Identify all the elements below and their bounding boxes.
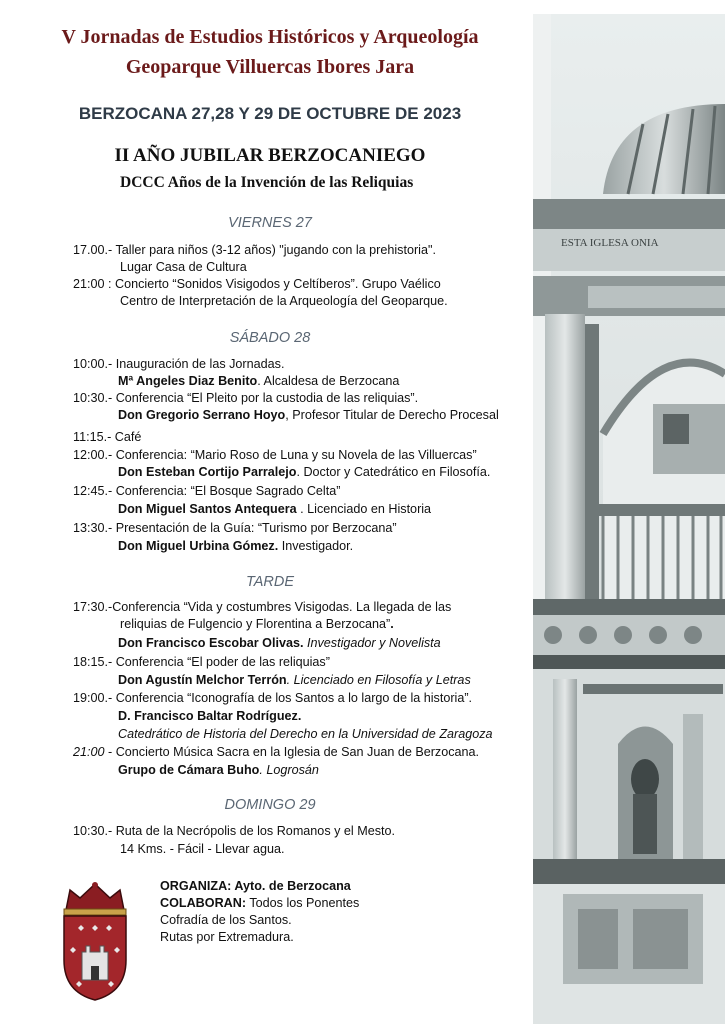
speaker-name: Don Miguel Santos Antequera <box>118 502 297 516</box>
sat-event-2: 10:30.- Conferencia “El Pleito por la custodia de las reliquias”. <box>73 391 419 405</box>
colaboran-line-3: Rutas por Extremadura. <box>160 930 294 944</box>
speaker-role: , Profesor Titular de Derecho Procesal <box>285 408 499 422</box>
speaker-name: Don Miguel Urbina Gómez. <box>118 539 279 553</box>
colaboran-value: Todos los Ponentes <box>246 896 360 910</box>
tarde-event-3-speaker: D. Francisco Baltar Rodríguez. <box>118 709 302 723</box>
sat-event-1-speaker <box>118 373 399 390</box>
photo-inscription: ESTA IGLESA ONIA <box>561 237 659 249</box>
sat-event-1: 10:00.- Inauguración de las Jornadas. <box>73 357 285 371</box>
organiza-line <box>160 878 359 895</box>
church-photo <box>533 14 725 1024</box>
speaker-role: Investigador y Novelista <box>303 636 441 650</box>
tarde-event-2-speaker <box>118 672 471 689</box>
sat-event-3: 11:15.- Café <box>73 430 142 444</box>
event-text-dot: . <box>390 617 394 631</box>
day-saturday: SÁBADO 28 <box>229 330 311 346</box>
organiza-value: Ayto. de Berzocana <box>231 879 351 893</box>
colaboran-line <box>160 895 359 912</box>
speaker-role: . Licenciado en Historia <box>296 502 432 516</box>
speaker-role: . Licenciado en Filosofía y Letras <box>286 673 471 687</box>
speaker-name: Don Gregorio Serrano Hoyo <box>118 408 286 422</box>
sat-event-6-speaker <box>118 538 353 555</box>
sat-event-5: 12:45.- Conferencia: “El Bosque Sagrado Celta” <box>73 484 341 498</box>
tarde-event-1-cont <box>120 616 394 633</box>
sunday-line-1: 10:30.- Ruta de la Necrópolis de los Romanos y el Mesto. <box>73 824 396 838</box>
tarde-event-4 <box>73 744 479 761</box>
coat-of-arms-icon <box>56 880 134 1002</box>
speaker-name: Don Francisco Escobar Olivas. <box>118 636 304 650</box>
speaker-name: Grupo de Cámara Buho <box>118 763 260 777</box>
speaker-name: Mª Angeles Diaz Benito <box>118 374 258 388</box>
friday-line-4: Centro de Interpretación de la Arqueología del Geoparque. <box>120 294 448 308</box>
tarde-event-3-role: Catedrático de Historia del Derecho en la Universidad de Zaragoza <box>118 727 493 741</box>
tarde-event-3: 19:00.- Conferencia “Iconografía de los Santos a lo largo de la historia”. <box>73 691 473 705</box>
credits <box>160 878 359 946</box>
speaker-role: Investigador. <box>278 539 354 553</box>
event-time: 21:00 <box>73 745 105 759</box>
sat-event-6: 13:30.- Presentación de la Guía: “Turismo por Berzocana” <box>73 521 397 535</box>
subtitle: Geoparque Villuercas Ibores Jara <box>125 56 415 78</box>
sat-event-4-speaker <box>118 464 490 481</box>
main-title: V Jornadas de Estudios Históricos y Arqueología <box>61 26 479 48</box>
colaboran-line-2: Cofradía de los Santos. <box>160 913 292 927</box>
day-sunday: DOMINGO 29 <box>224 797 316 813</box>
sat-event-2-speaker <box>118 407 499 424</box>
tarde-event-4-speaker <box>118 762 319 779</box>
friday-line-1: 17.00.- Taller para niños (3-12 años) "jugando con la prehistoria". <box>73 243 436 257</box>
speaker-name: Don Agustín Melchor Terrón <box>118 673 287 687</box>
tarde-event-1-speaker <box>118 635 441 652</box>
speaker-role: . Doctor y Catedrático en Filosofía. <box>296 465 491 479</box>
tarde-event-2: 18:15.- Conferencia “El poder de las reliquias” <box>73 655 330 669</box>
sunday-line-2: 14 Kms. - Fácil - Llevar agua. <box>120 842 285 856</box>
day-friday: VIERNES 27 <box>228 215 312 231</box>
speaker-role: . Alcaldesa de Berzocana <box>257 374 400 388</box>
tarde-event-1: 17:30.-Conferencia “Vida y costumbres Visigodas. La llegada de las <box>73 600 452 614</box>
jubilar-heading: II AÑO JUBILAR BERZOCANIEGO <box>114 145 426 166</box>
sat-event-5-speaker <box>118 501 431 518</box>
colaboran-label: COLABORAN: <box>160 896 247 910</box>
event-text: - Concierto Música Sacra en la Iglesia de San Juan de Berzocana. <box>104 745 480 759</box>
day-afternoon: TARDE <box>245 574 295 590</box>
speaker-role: . Logrosán <box>259 763 319 777</box>
sat-event-4: 12:00.- Conferencia: “Mario Roso de Luna y su Novela de las Villuercas” <box>73 448 477 462</box>
organiza-label: ORGANIZA: <box>160 879 232 893</box>
dccc-heading: DCCC Años de la Invención de las Reliquias <box>120 174 414 191</box>
event-dates: BERZOCANA 27,28 Y 29 DE OCTUBRE DE 2023 <box>78 104 462 123</box>
friday-line-3: 21:00 : Concierto “Sonidos Visigodos y Celtíberos”. Grupo Vaélico <box>73 277 441 291</box>
event-text: reliquias de Fulgencio y Florentina a Berzocana” <box>120 617 391 631</box>
header <box>0 22 540 82</box>
speaker-name: Don Esteban Cortijo Parralejo <box>118 465 297 479</box>
friday-line-2: Lugar Casa de Cultura <box>120 260 247 274</box>
